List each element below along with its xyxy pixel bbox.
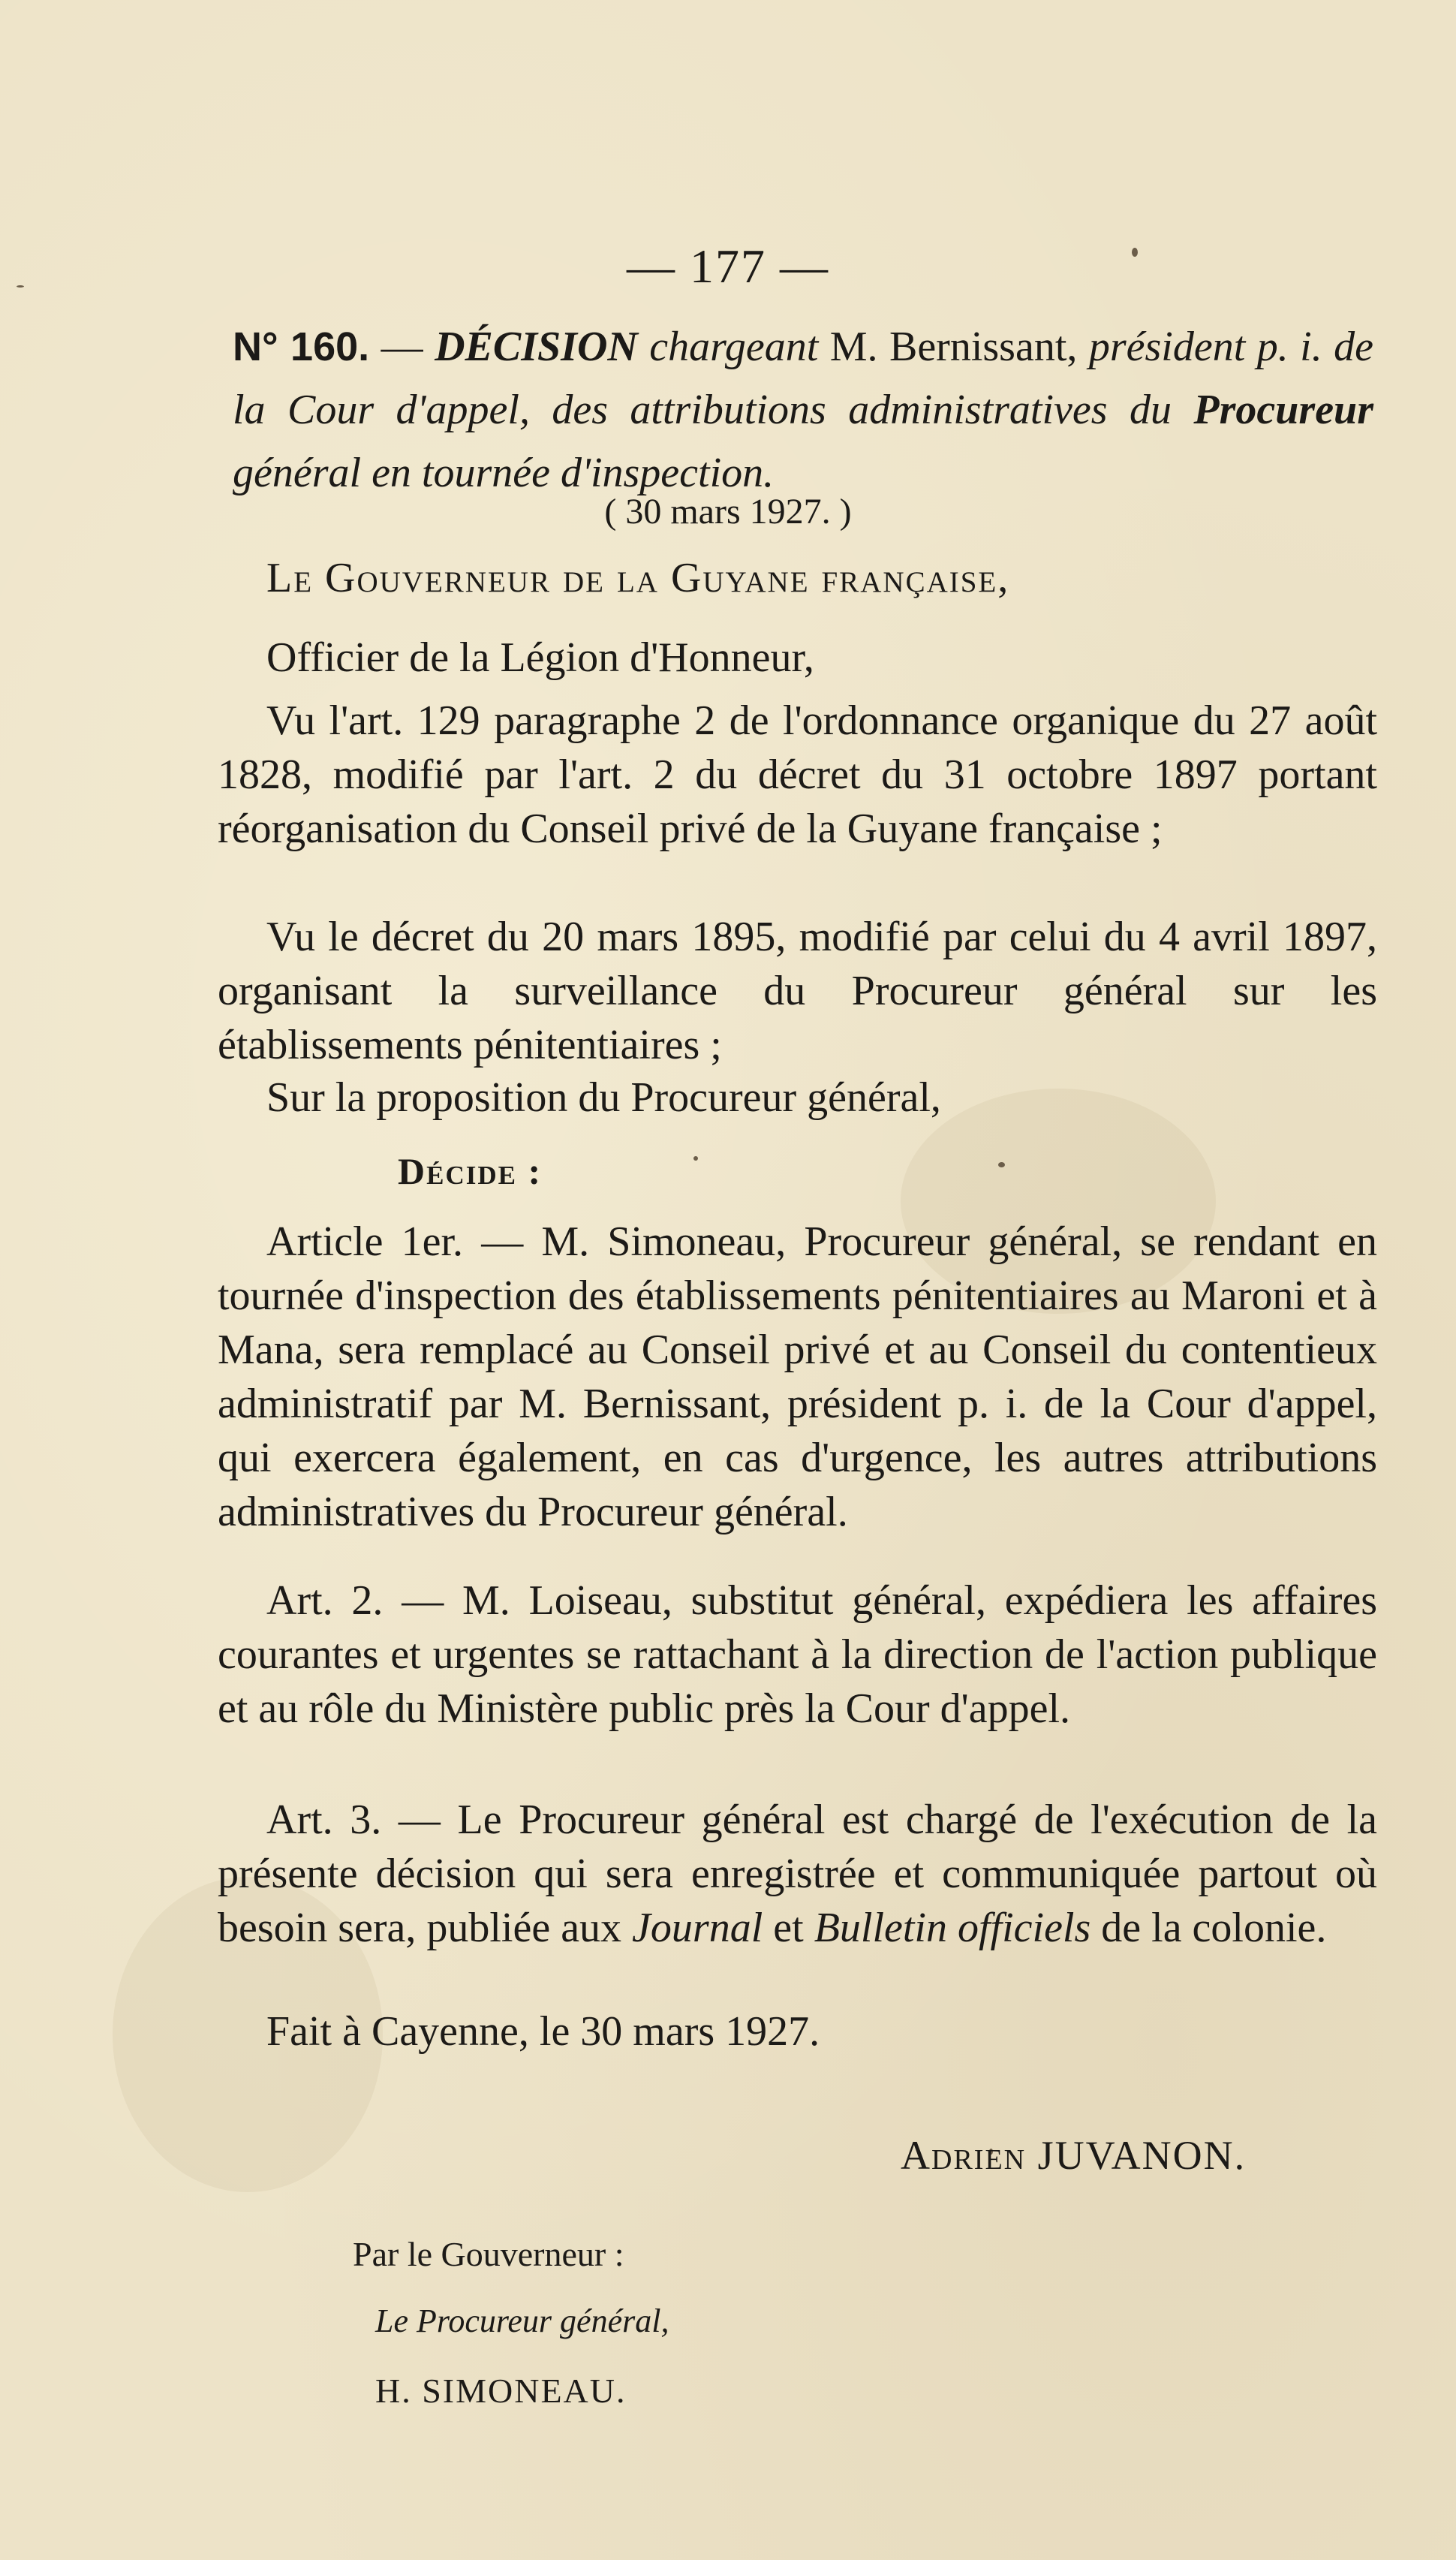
article-2-label: Art. 2. — [266, 1577, 384, 1624]
ink-speck — [998, 1162, 1005, 1167]
vu-paragraph-2: Vu le décret du 20 mars 1895, modifié par celui du 4 avril 1897, organisant la surveillance du Procureur général sur les établissements pénitentiaires ; — [218, 914, 1377, 1068]
article-3-label: Art. 3. — [266, 1797, 382, 1843]
title-person: M. Bernissant, — [829, 324, 1078, 370]
article-3-journal: Journal — [632, 1905, 763, 1951]
title-text: général en tournée d'inspection. — [233, 450, 775, 496]
title-dash: — — [381, 324, 423, 370]
page-number: — 177 — — [627, 239, 829, 293]
article-3-bulletin: Bulletin officiels — [814, 1905, 1091, 1951]
countersign-role: Le Procureur général, — [375, 2302, 669, 2339]
proposition-line: Sur la proposition du Procureur général, — [266, 1074, 941, 1121]
officer-line: Officier de la Légion d'Honneur, — [266, 634, 814, 681]
title-text: président p. i. de la Cour d'appel, des attributions administratives du — [233, 324, 1374, 433]
article-1 — [218, 1215, 1377, 1539]
by-governor-line: Par le Gouverneur : — [353, 2235, 624, 2273]
article-3-end: de la colonie. — [1101, 1905, 1327, 1951]
article-2 — [218, 1574, 1377, 1736]
decision-number: N° 160. — [233, 324, 370, 369]
article-1-label: Article 1er. — [266, 1218, 464, 1265]
decide-heading: Décide : — [398, 1150, 543, 1192]
governor-line: Le Gouverneur de la Guyane française, — [266, 555, 1010, 601]
article-3 — [218, 1793, 1377, 1955]
done-at-line: Fait à Cayenne, le 30 mars 1927. — [266, 2008, 820, 2055]
title-text: chargeant — [649, 324, 819, 370]
title-text: Procureur — [1193, 387, 1373, 433]
countersign-name: H. SIMONEAU. — [375, 2372, 627, 2410]
signatory: Adrien JUVANON. — [901, 2133, 1247, 2178]
vu-paragraph-1: Vu l'art. 129 paragraphe 2 de l'ordonnance organique du 27 août 1828, modifié par l'art. 2 du décret du 31 octobre 1897 portant réorganisation du Conseil privé de la Guyane française ; — [218, 697, 1377, 852]
article-3-text: — Le Procureur général est chargé de l'exécution de la présente décision qui sera enregistrée et communiquée partout où besoin sera, publiée aux — [218, 1797, 1377, 1951]
article-1-text: — M. Simoneau, Procureur général, se rendant en tournée d'inspection des établissements pénitentiaires au Maroni et à Mana, sera remplacé au Conseil privé et au Conseil du contentieux administratif par M. Bernissant, président p. i. de la Cour d'appel, qui exercera également, en cas d'urgence, les autres attributions administratives du Procureur général. — [218, 1218, 1378, 1535]
article-3-and: et — [773, 1905, 804, 1951]
decision-title — [233, 315, 1373, 504]
decision-date: ( 30 mars 1927. ) — [604, 492, 852, 532]
article-2-text: — M. Loiseau, substitut général, expédiera les affaires courantes et urgentes se rattachant à la direction de l'action publique et au rôle du Ministère public près la Cour d'appel. — [218, 1577, 1378, 1732]
decision-word: DÉCISION — [435, 324, 638, 370]
